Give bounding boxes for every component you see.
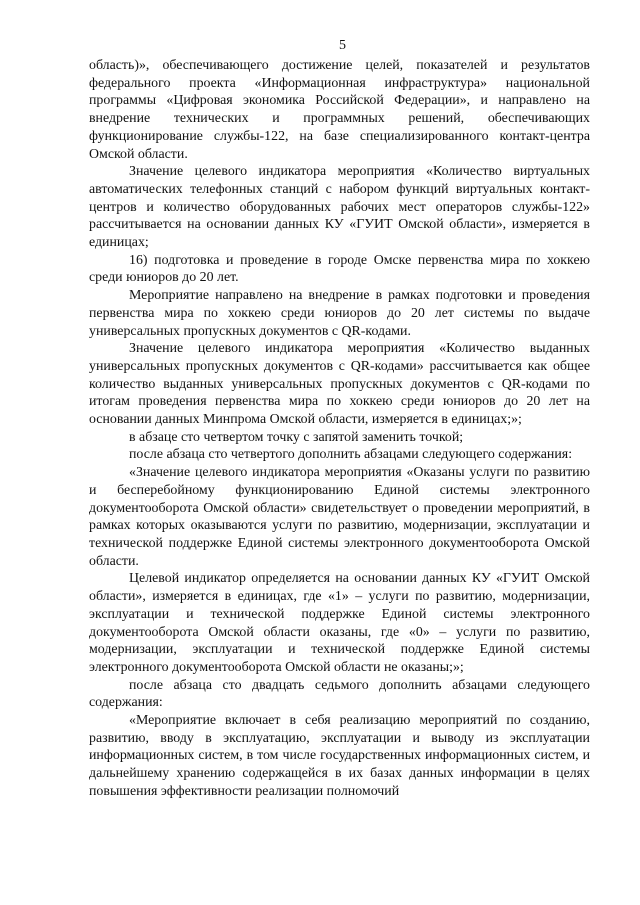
document-body	[89, 57, 590, 801]
paragraph-event-info-systems: «Мероприятие включает в себя реализацию мероприятий по созданию, развитию, вводу в эксплуатацию, эксплуатации и выводу из эксплуатации информационных систем, в том числе государственных информационных систем, и дальнейшему хранению содержащейся в их базах данных информации в целях повышения эффективности реализации полномочий	[89, 713, 590, 799]
paragraph-indicator-virtual-ats: Значение целевого индикатора мероприятия «Количество виртуальных автоматических телефонных станций с набором функций виртуальных контакт-центров и количество оборудованных рабочих мест операторов службы-122» рассчитывается на основании данных КУ «ГУИТ Омской области», измеряется в единицах;	[89, 164, 590, 251]
paragraph-indicator-sed: «Значение целевого индикатора мероприятия «Оказаны услуги по развитию и бесперебойному функционированию Единой системы электронного документооборота Омской области» свидетельствует о проведении мероприятий, в рамках которых оказываются услуги по развитию, модернизации, эксплуатации и технической поддержке Единой системы электронного документооборота Омской области.	[89, 465, 590, 569]
paragraph-indicator-definition: Целевой индикатор определяется на основании данных КУ «ГУИТ Омской области», измеряется в единицах, где «1» – услуги по развитию, модернизации, эксплуатации и технической поддержке Единой системы электронного документооборота Омской области оказаны, где «0» – услуги по развитию, модернизации, эксплуатации и технической поддержке Единой системы электронного документооборота Омской области не оказаны;»;	[89, 571, 590, 675]
page-number: 5	[339, 38, 346, 53]
paragraph-event-purpose: Мероприятие направлено на внедрение в рамках подготовки и проведения первенства мира по хоккею среди юниоров до 20 лет системы по выдаче универсальных пропускных документов с QR-кодами.	[89, 288, 590, 339]
paragraph-amendment-after-104: после абзаца сто четвертого дополнить абзацами следующего содержания:	[129, 447, 573, 463]
paragraph-continuation: область)», обеспечивающего достижение целей, показателей и результатов федерального проекта «Информационная инфраструктура» национальной программы «Цифровая экономика Российской Федерации», и направлено на внедрение технических и программных решений, обеспечивающих функционирование службы-122, на базе специализированного контакт-центра Омской области.	[89, 58, 590, 162]
paragraph-amendment-after-127: после абзаца сто двадцать седьмого дополнить абзацами следующего содержания:	[89, 677, 590, 711]
paragraph-indicator-qr-passes: Значение целевого индикатора мероприятия «Количество выданных универсальных пропускных документов с QR-кодами» рассчитывается как общее количество выданных универсальных пропускных документов с QR-кодами по итогам проведения первенства мира по хоккею среди юниоров до 20 лет на основании данных Минпрома Омской области, измеряется в единицах;»;	[89, 341, 590, 428]
paragraph-item-16: 16) подготовка и проведение в городе Омске первенства мира по хоккею среди юниоров до 20 лет.	[89, 252, 590, 286]
paragraph-amendment-104: в абзаце сто четвертом точку с запятой заменить точкой;	[129, 429, 464, 445]
